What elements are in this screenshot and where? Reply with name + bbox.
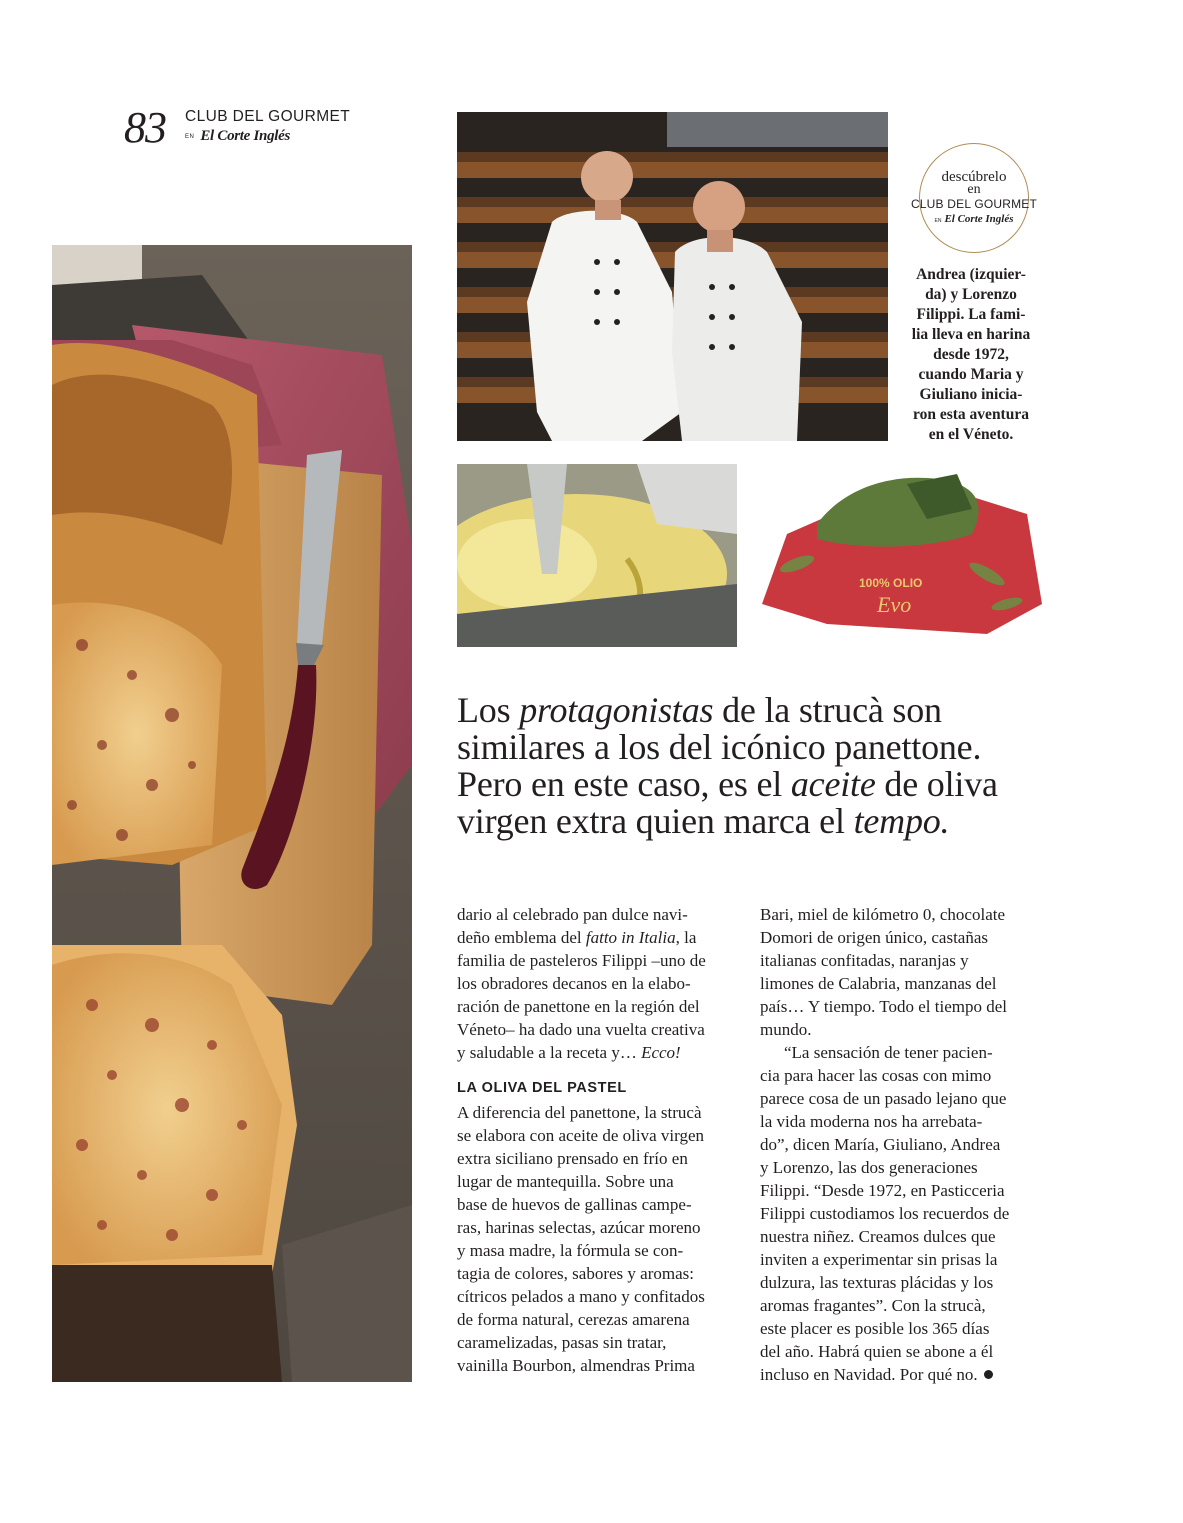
body-line: mundo.: [760, 1020, 812, 1039]
brand-en: EN: [185, 133, 195, 140]
photo-struca-package: [757, 464, 1052, 664]
section-subhead: LA OLIVA DEL PASTEL: [457, 1080, 627, 1096]
photo-filippi-brothers: [457, 112, 888, 441]
package-script: Evo: [877, 592, 912, 617]
quote-line: similares a los del icónico panettone.: [457, 727, 982, 767]
body-line: ración de panettone en la región del: [457, 997, 700, 1016]
body-line: aromas fragantes”. Con la strucà,: [760, 1296, 986, 1315]
caption-line: da) y Lorenzo: [925, 286, 1017, 303]
body-line: Filippi. “Desde 1972, en Pasticceria: [760, 1181, 1005, 1200]
body-column-1: [457, 903, 742, 1377]
page-number: 83: [124, 103, 166, 152]
body-line: dario al celebrado pan dulce navi-: [457, 905, 688, 924]
body-line: país… Y tiempo. Todo el tiempo del: [760, 997, 1008, 1016]
body-line: deño emblema del fatto in Italia, la: [457, 928, 697, 947]
discover-badge: [910, 143, 1038, 253]
body-line: “La sensación de tener pacien-: [784, 1043, 993, 1062]
photo-struca-cake: [52, 245, 412, 1382]
body-line: caramelizadas, pasas sin tratar,: [457, 1333, 667, 1352]
badge-store: EN El Corte Inglés: [934, 213, 1014, 225]
body-line: Véneto– ha dado una vuelta creativa: [457, 1020, 705, 1039]
body-line: Filippi custodiamos los recuerdos de: [760, 1204, 1010, 1223]
body-line: familia de pasteleros Filippi –uno de: [457, 951, 706, 970]
body-line: do”, dicen María, Giuliano, Andrea: [760, 1135, 1001, 1154]
body-line: y saludable a la receta y… Ecco!: [457, 1043, 681, 1062]
el-corte-ingles-logo: El Corte Inglés: [200, 128, 291, 144]
body-line: extra siciliano prensado en frío en: [457, 1149, 688, 1168]
body-line: vainilla Bourbon, almendras Prima: [457, 1356, 695, 1375]
caption-line: Giuliano inicia-: [919, 386, 1023, 403]
brand-name: CLUB DEL GOURMET: [185, 108, 351, 125]
caption-line: cuando Maria y: [918, 366, 1024, 383]
body-line: nuestra niñez. Creamos dulces que: [760, 1227, 996, 1246]
magazine-brand: [185, 108, 350, 145]
badge-line: en: [967, 182, 981, 197]
body-line: limones de Calabria, manzanas del: [760, 974, 997, 993]
body-line: italianas confitadas, naranjas y: [760, 951, 969, 970]
body-line: Domori de origen único, castañas: [760, 928, 989, 947]
photo-oil-mixing: [457, 464, 737, 647]
body-line-last: incluso en Navidad. Por qué no.: [760, 1363, 1045, 1386]
body-line: del año. Habrá quien se abone a él: [760, 1342, 994, 1361]
caption-line: en el Véneto.: [928, 426, 1014, 443]
body-line: los obradores decanos en la elabo-: [457, 974, 691, 993]
body-line: cítricos pelados a mano y confitados: [457, 1287, 705, 1306]
body-line: este placer es posible los 365 días: [760, 1319, 990, 1338]
body-line: de forma natural, cerezas amarena: [457, 1310, 690, 1329]
badge-brand: CLUB DEL GOURMET: [910, 197, 1038, 211]
body-line: se elabora con aceite de oliva virgen: [457, 1126, 705, 1145]
caption-line: ron esta aventura: [913, 406, 1029, 423]
body-line: dulzura, las texturas plácidas y los: [760, 1273, 994, 1292]
pull-quote: [457, 692, 1117, 840]
caption-line: Filippi. La fami-: [916, 306, 1026, 323]
photo-caption: [898, 265, 1044, 445]
body-line: parece cosa de un pasado lejano que: [760, 1089, 1007, 1108]
body-line: tagia de colores, sabores y aromas:: [457, 1264, 694, 1283]
package-label: 100% OLIO: [859, 576, 923, 590]
body-line: lugar de mantequilla. Sobre una: [457, 1172, 674, 1191]
body-line: la vida moderna nos ha arrebata-: [760, 1112, 983, 1131]
caption-line: desde 1972,: [933, 346, 1009, 363]
caption-line: lia lleva en harina: [911, 326, 1031, 343]
body-line: A diferencia del panettone, la strucà: [457, 1103, 702, 1122]
body-line: inviten a experimentar sin prisas la: [760, 1250, 998, 1269]
body-line: y Lorenzo, las dos generaciones: [760, 1158, 978, 1177]
quote-line: virgen extra quien marca el tempo.: [457, 801, 950, 841]
body-line: cia para hacer las cosas con mimo: [760, 1066, 992, 1085]
brand-store-line: [185, 128, 350, 145]
body-line: y masa madre, la fórmula se con-: [457, 1241, 684, 1260]
badge-line: descúbrelo: [941, 169, 1007, 185]
body-line: base de huevos de gallinas campe-: [457, 1195, 692, 1214]
caption-line: Andrea (izquier-: [916, 266, 1026, 283]
body-column-2: [760, 903, 1045, 1386]
body-line: ras, harinas selectas, azúcar moreno: [457, 1218, 701, 1237]
quote-line: Pero en este caso, es el aceite de oliva: [457, 764, 998, 804]
body-line: Bari, miel de kilómetro 0, chocolate: [760, 905, 1006, 924]
end-mark-icon: [984, 1370, 993, 1379]
quote-line: Los protagonistas de la strucà son: [457, 690, 942, 730]
